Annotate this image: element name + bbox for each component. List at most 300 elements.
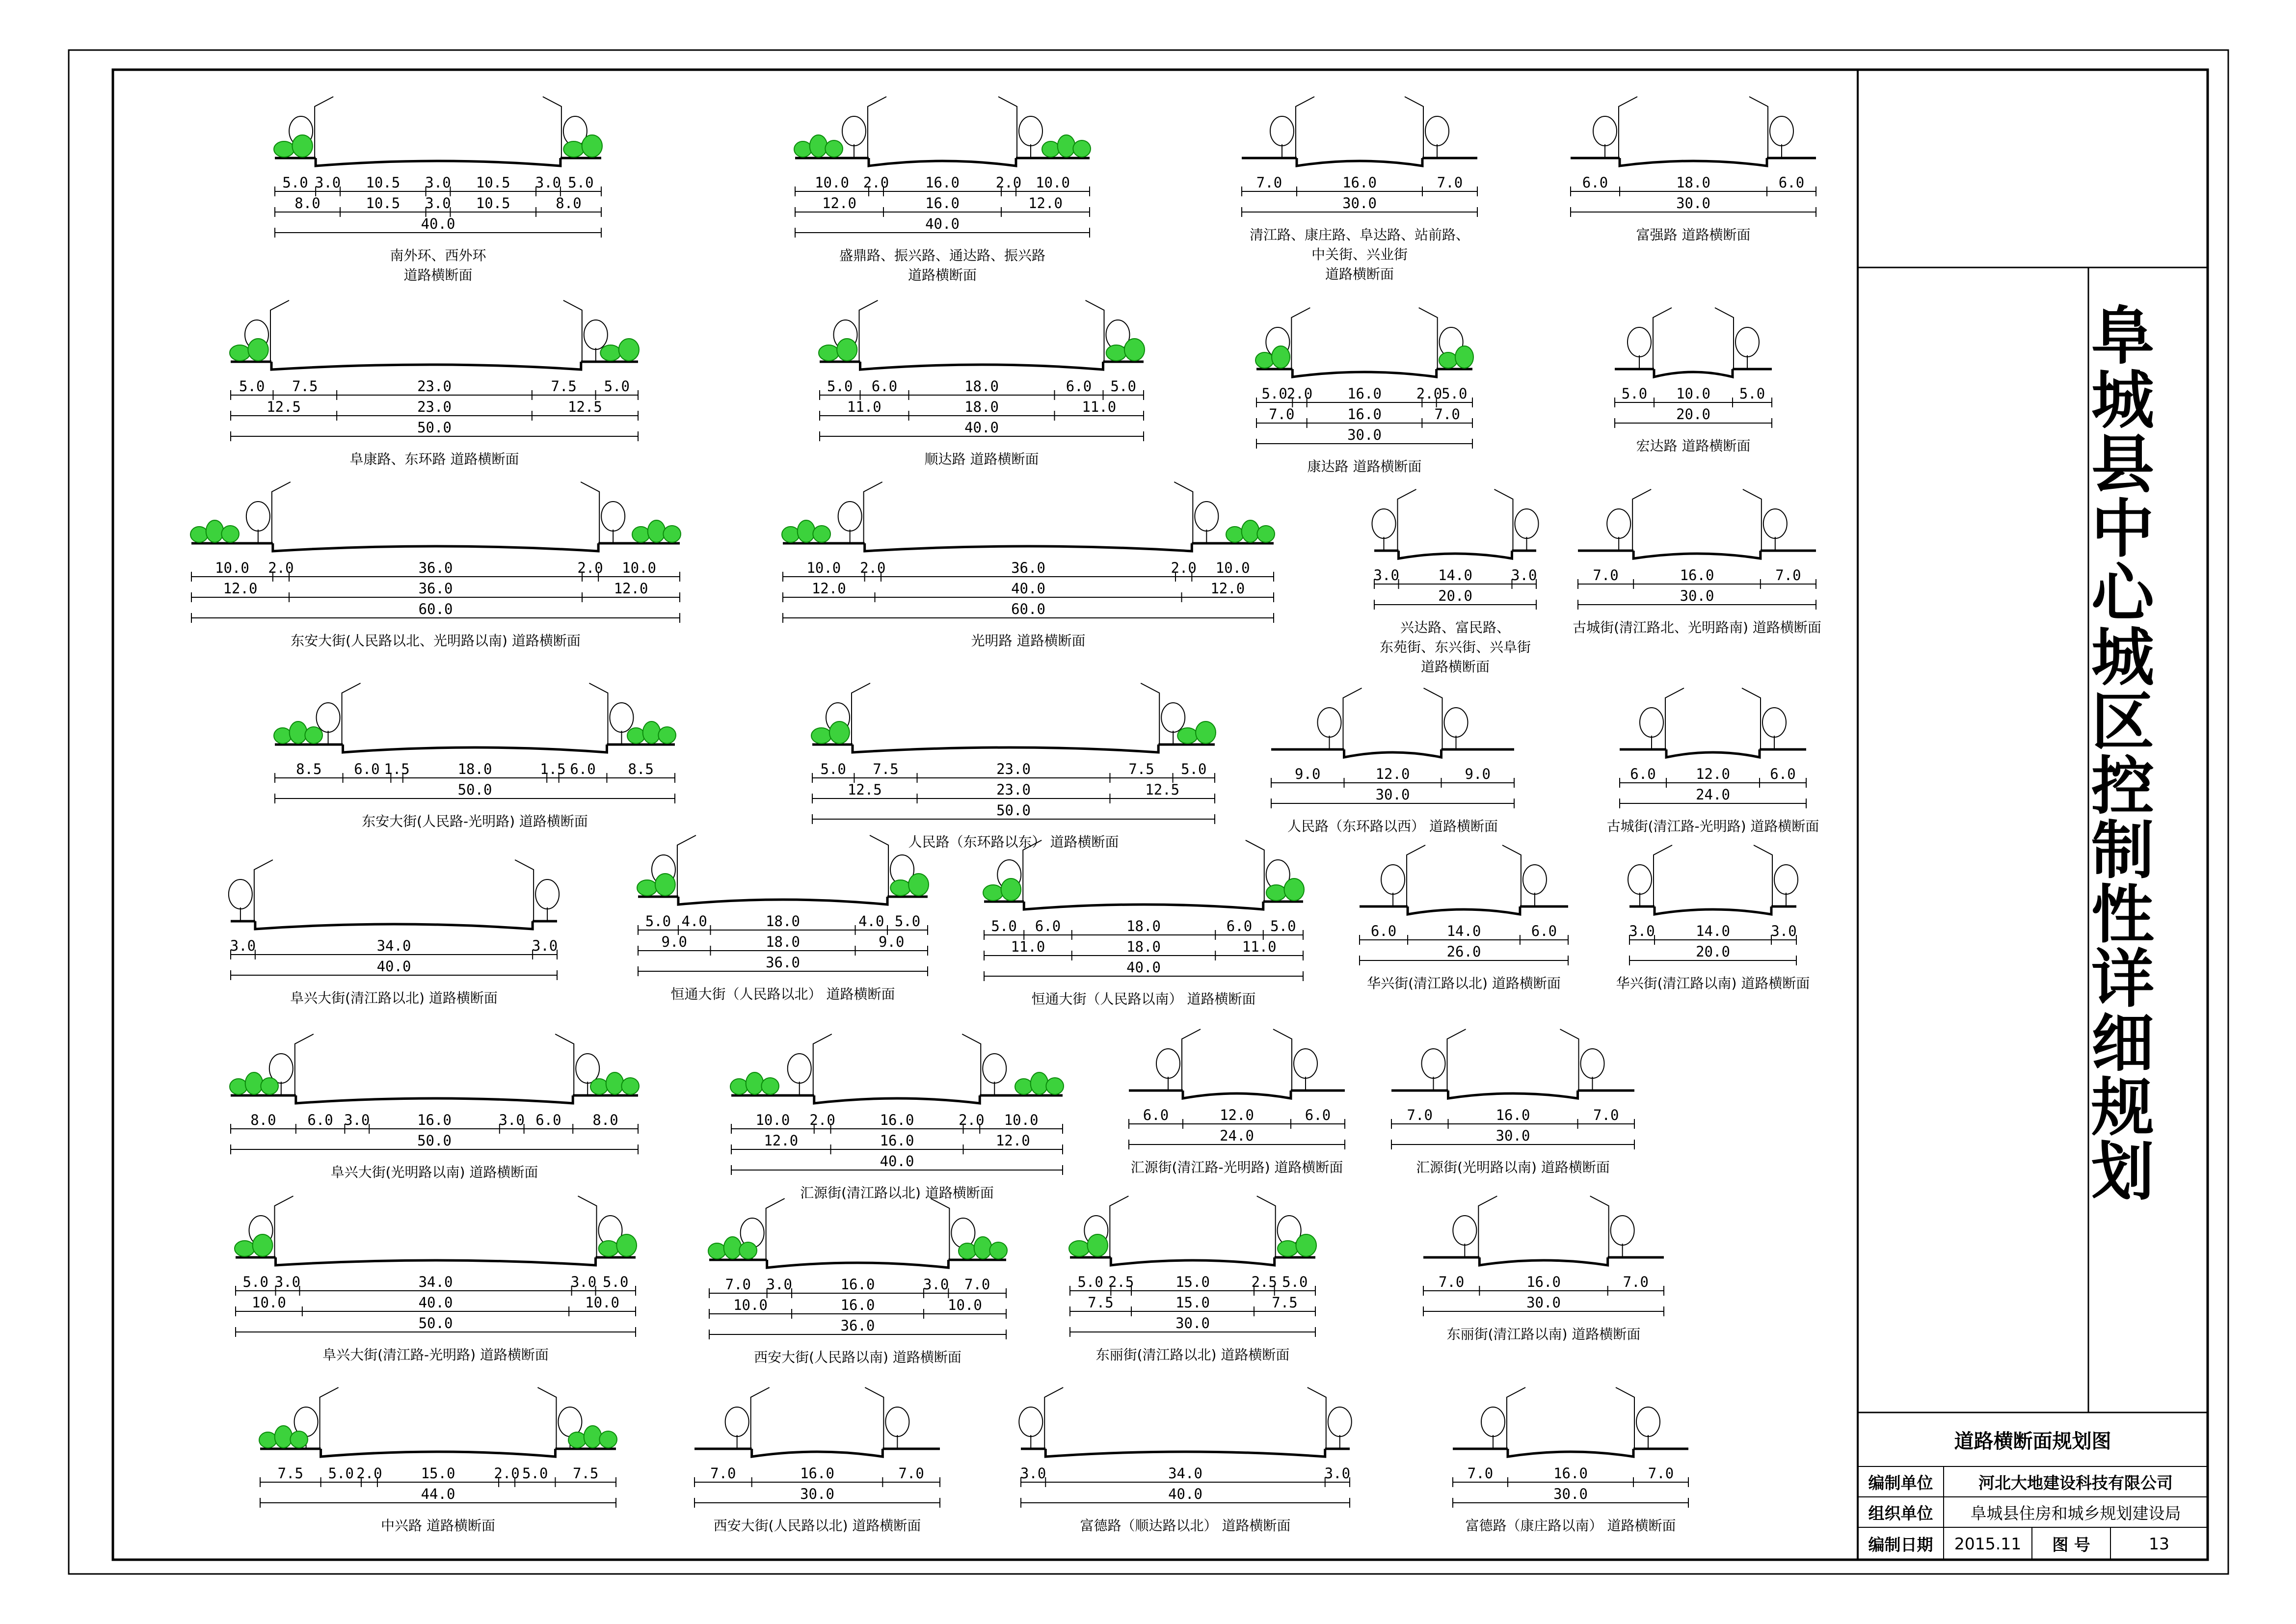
- dimension-label: 2.0: [863, 174, 889, 191]
- shrub-blob: [1015, 1079, 1033, 1094]
- dimension-label: 10.0: [251, 1294, 286, 1311]
- organizer-label: 组织单位: [1868, 1503, 1933, 1523]
- dimension-label: 12.0: [223, 580, 258, 597]
- lamp-pole: [320, 1387, 339, 1449]
- shrub-blob: [190, 527, 208, 542]
- carriageway: [1479, 1257, 1607, 1265]
- street-lamp-icon: [813, 1034, 832, 1095]
- dimension-label: 2.0: [268, 559, 294, 576]
- lamp-pole: [1086, 300, 1104, 362]
- dimension-label: 36.0: [418, 559, 453, 576]
- street-tree-icon: [1611, 1216, 1634, 1257]
- dimension-row: [1271, 766, 1514, 788]
- dimension-label: 3.0: [274, 1274, 301, 1290]
- dimension-label: 10.0: [1004, 1112, 1039, 1128]
- tree-crown: [1019, 1407, 1042, 1437]
- shrub-blob: [1257, 526, 1275, 542]
- green-shrub-icon: [568, 1426, 617, 1448]
- shrub-blob: [1226, 527, 1244, 542]
- lamp-pole: [1715, 308, 1734, 369]
- lamp-pole: [1405, 97, 1423, 158]
- dimension-label: 36.0: [840, 1317, 875, 1334]
- lamp-pole: [852, 683, 870, 745]
- dimension-label: 3.0: [1324, 1465, 1351, 1482]
- dimension-label: 10.0: [755, 1112, 790, 1128]
- cross-section-s32: [1019, 1387, 1352, 1534]
- dimension-label: 2.5: [1251, 1274, 1278, 1290]
- dimension-label: 3.0: [1629, 923, 1655, 939]
- tree-crown: [1607, 509, 1630, 538]
- lamp-pole: [1246, 840, 1264, 902]
- dimension-row: [984, 959, 1303, 981]
- dimension-label: 34.0: [418, 1274, 453, 1290]
- dimension-row: [820, 399, 1144, 421]
- dimension-label: 34.0: [376, 937, 411, 954]
- tree-crown: [1453, 1216, 1476, 1245]
- street-lamp-icon: [859, 300, 878, 362]
- street-tree-icon: [1593, 116, 1617, 158]
- lamp-pole: [1632, 489, 1651, 551]
- dimension-label: 40.0: [1011, 580, 1045, 597]
- tree-crown: [951, 1218, 975, 1248]
- street-lamp-icon: [1447, 1029, 1466, 1091]
- shrub-blob: [813, 526, 830, 542]
- street-tree-icon: [1294, 1049, 1317, 1091]
- lamp-pole: [1110, 1196, 1128, 1257]
- section-title: 富德路（顺达路以北） 道路横断面: [1080, 1518, 1291, 1534]
- dimension-label: 6.0: [354, 761, 380, 777]
- street-lamp-icon: [315, 97, 333, 158]
- shrub-blob: [1255, 352, 1274, 368]
- dimension-label: 3.0: [425, 174, 451, 191]
- lamp-pole: [1654, 845, 1672, 906]
- dimension-label: 40.0: [1168, 1486, 1202, 1502]
- dimension-label: 20.0: [1676, 406, 1710, 423]
- dimension-label: 12.0: [1028, 195, 1063, 212]
- street-tree-icon: [1762, 708, 1786, 749]
- dimension-label: 11.0: [1011, 938, 1045, 955]
- dimension-label: 12.0: [614, 580, 648, 597]
- dimension-label: 5.0: [820, 761, 846, 777]
- shrub-blob: [1046, 1078, 1064, 1094]
- dimension-row: [812, 781, 1215, 803]
- dimension-label: 2.0: [577, 559, 603, 576]
- section-title: 恒通大街（人民路以北） 道路横断面: [670, 986, 895, 1002]
- shrub-blob: [730, 1079, 748, 1094]
- shrub-blob: [648, 520, 666, 542]
- carriageway: [1024, 902, 1263, 909]
- cross-section-s17: [229, 860, 559, 1006]
- tree-crown: [1593, 116, 1617, 146]
- tree-crown: [885, 1407, 909, 1437]
- dimension-label: 11.0: [1082, 399, 1117, 415]
- tree-crown: [1019, 116, 1042, 146]
- tree-crown: [576, 1054, 599, 1083]
- green-shrub-icon: [627, 721, 676, 744]
- street-lamp-icon: [1291, 308, 1310, 369]
- shrub-blob: [663, 526, 681, 542]
- road-profile: [1021, 1449, 1350, 1457]
- dimension-label: 12.0: [995, 1132, 1030, 1149]
- road-profile: [231, 362, 638, 370]
- dimension-label: 10.0: [1676, 385, 1710, 402]
- green-shrub-icon: [599, 1234, 637, 1256]
- dimension-label: 3.0: [1511, 567, 1537, 584]
- road-profile: [694, 1449, 940, 1457]
- dimension-row: [1070, 1294, 1315, 1316]
- dimension-label: 5.0: [1621, 385, 1648, 402]
- section-title: 光明路 道路横断面: [971, 633, 1086, 649]
- dimension-label: 18.0: [457, 761, 492, 777]
- street-tree-icon: [1381, 865, 1405, 906]
- dimension-label: 40.0: [376, 958, 411, 975]
- dimension-label: 3.0: [570, 1274, 597, 1290]
- section-title: 清江路、康庄路、阜达路、站前路、: [1249, 227, 1470, 243]
- dimension-row: [1256, 406, 1472, 428]
- dimension-label: 2.0: [959, 1112, 985, 1128]
- lamp-pole: [537, 1387, 556, 1449]
- tree-crown: [317, 703, 340, 732]
- dimension-label: 5.0: [522, 1465, 548, 1482]
- street-tree-icon: [838, 502, 862, 543]
- carriageway: [1399, 551, 1512, 559]
- dimension-row: [820, 378, 1144, 400]
- road-profile: [1423, 1257, 1664, 1265]
- shrub-blob: [1455, 346, 1473, 368]
- dimension-label: 40.0: [925, 215, 960, 232]
- street-lamp-icon: [864, 482, 882, 543]
- green-shrub-icon: [819, 339, 857, 361]
- street-lamp-icon: [1743, 489, 1762, 551]
- dimension-label: 16.0: [1553, 1465, 1588, 1482]
- tree-crown: [1770, 116, 1793, 146]
- lamp-pole: [1502, 845, 1521, 906]
- dimension-label: 36.0: [418, 580, 453, 597]
- dimension-label: 7.0: [1648, 1465, 1674, 1482]
- street-lamp-icon: [1273, 1029, 1292, 1091]
- dimension-label: 60.0: [418, 601, 453, 617]
- dimension-label: 30.0: [1680, 587, 1714, 604]
- dimension-label: 36.0: [1011, 559, 1045, 576]
- shrub-blob: [616, 1234, 637, 1256]
- dimension-label: 5.0: [1270, 918, 1296, 934]
- dimension-label: 6.0: [1226, 918, 1253, 934]
- section-title: 西安大街(人民路以南) 道路横断面: [754, 1349, 961, 1365]
- tree-crown: [601, 502, 625, 531]
- dimension-label: 5.0: [1110, 378, 1136, 395]
- section-title: 盛鼎路、振兴路、通达路、振兴路: [839, 247, 1046, 264]
- green-shrub-icon: [563, 135, 602, 157]
- dimension-label: 6.0: [1531, 923, 1557, 939]
- dimension-label: 50.0: [417, 1132, 452, 1149]
- dimension-label: 34.0: [1168, 1465, 1202, 1482]
- tree-crown: [1422, 1049, 1445, 1078]
- drawing-name: 道路横断面规划图: [1954, 1430, 2111, 1453]
- dimension-label: 2.0: [1171, 559, 1197, 576]
- street-lamp-icon: [1398, 489, 1416, 551]
- dimension-label: 10.0: [1036, 174, 1070, 191]
- cross-section-s3: [1242, 97, 1477, 282]
- tree-crown: [246, 502, 270, 531]
- shrub-blob: [1272, 346, 1290, 368]
- shrub-blob: [989, 1242, 1007, 1259]
- carriageway: [1655, 906, 1771, 914]
- dimension-label: 23.0: [996, 781, 1031, 798]
- shrub-blob: [643, 721, 661, 744]
- lamp-pole: [275, 1196, 294, 1257]
- dimension-row: [638, 954, 928, 976]
- shrub-blob: [230, 1079, 247, 1094]
- dimension-row: [191, 580, 680, 602]
- dimension-label: 8.0: [294, 195, 320, 212]
- dimension-label: 10.0: [214, 559, 249, 576]
- cross-section-s27: [708, 1198, 1007, 1365]
- street-lamp-icon: [1619, 97, 1637, 158]
- road-profile: [1615, 369, 1772, 377]
- lamp-pole: [295, 1034, 314, 1095]
- dimension-row: [1256, 426, 1472, 449]
- street-tree-icon: [601, 502, 625, 543]
- tree-crown: [842, 116, 866, 146]
- dimension-label: 7.5: [1272, 1294, 1298, 1311]
- lamp-pole: [1619, 97, 1637, 158]
- dimension-row: [1453, 1465, 1688, 1487]
- cross-section-s8: [1615, 308, 1772, 454]
- shrub-blob: [619, 339, 639, 361]
- dimension-label: 16.0: [417, 1112, 452, 1128]
- dimension-row: [1423, 1274, 1664, 1296]
- dimension-label: 7.0: [1593, 567, 1619, 584]
- dimension-label: 5.0: [242, 1274, 268, 1290]
- cross-section-s33: [1453, 1387, 1688, 1534]
- lamp-pole: [578, 1196, 597, 1257]
- section-title: 西安大街(人民路以北) 道路横断面: [713, 1518, 921, 1534]
- dimension-label: 12.0: [811, 580, 846, 597]
- dimension-row: [731, 1112, 1063, 1134]
- cross-section-s24: [1129, 1029, 1345, 1175]
- shrub-blob: [837, 339, 857, 361]
- dimension-label: 7.0: [1407, 1107, 1433, 1123]
- carriageway: [865, 543, 1192, 551]
- dimension-label: 50.0: [418, 1315, 453, 1331]
- dimension-row: [694, 1486, 940, 1508]
- dimension-label: 4.0: [858, 913, 884, 930]
- road-profile: [1129, 1091, 1345, 1098]
- lamp-pole: [766, 1198, 785, 1260]
- author-value: 河北大地建设科技有限公司: [1978, 1473, 2173, 1492]
- dimension-row: [231, 958, 557, 980]
- street-lamp-icon: [295, 1034, 314, 1095]
- cross-section-s21: [1616, 845, 1810, 991]
- lamp-pole: [1141, 683, 1159, 745]
- dimension-label: 60.0: [1011, 601, 1045, 617]
- cross-section-s5: [230, 300, 639, 467]
- carriageway: [321, 1449, 556, 1457]
- dimension-label: 3.0: [499, 1112, 525, 1128]
- shrub-blob: [1088, 1234, 1108, 1256]
- dimension-row: [1129, 1127, 1345, 1149]
- dimension-label: 3.0: [766, 1276, 793, 1293]
- tree-crown: [1774, 865, 1798, 894]
- dimension-row: [1070, 1274, 1315, 1296]
- street-lamp-icon: [852, 683, 870, 745]
- shrub-blob: [794, 141, 812, 157]
- lamp-pole: [1343, 688, 1362, 749]
- shrub-blob: [248, 339, 268, 361]
- section-title: 道路横断面: [1325, 266, 1394, 282]
- shrub-blob: [810, 135, 828, 157]
- road-profile: [1571, 158, 1816, 166]
- lamp-pole: [1743, 489, 1762, 551]
- dimension-label: 2.0: [356, 1465, 382, 1482]
- green-shrub-icon: [983, 879, 1021, 901]
- tree-crown: [1735, 327, 1759, 357]
- lamp-pole: [1257, 1196, 1276, 1257]
- carriageway: [1344, 749, 1442, 757]
- street-lamp-icon: [537, 1387, 556, 1449]
- dimension-row: [812, 761, 1215, 783]
- dimension-label: 20.0: [1438, 587, 1472, 604]
- lamp-pole: [865, 1387, 883, 1449]
- section-title: 道路横断面: [908, 267, 977, 283]
- street-tree-icon: [1372, 509, 1396, 551]
- dimension-label: 30.0: [1676, 195, 1710, 212]
- dimension-row: [638, 913, 928, 935]
- tree-crown: [1481, 1407, 1505, 1437]
- tree-crown: [1762, 708, 1786, 737]
- dimension-label: 30.0: [1347, 426, 1382, 443]
- carriageway: [1297, 158, 1422, 166]
- date-value: 2015.11: [1954, 1534, 2022, 1553]
- street-lamp-icon: [589, 683, 608, 745]
- section-title: 道路横断面: [1420, 659, 1490, 675]
- shrub-blob: [1073, 140, 1091, 157]
- section-title: 东安大街(人民路以北、光明路以南) 道路横断面: [291, 633, 581, 649]
- dimension-label: 10.5: [476, 174, 510, 191]
- shrub-blob: [606, 1072, 624, 1094]
- street-lamp-icon: [515, 860, 534, 921]
- green-shrub-icon: [1106, 339, 1145, 361]
- shrub-blob: [275, 1426, 293, 1448]
- dimension-label: 8.0: [592, 1112, 618, 1128]
- street-lamp-icon: [1754, 845, 1772, 906]
- road-profile: [275, 745, 675, 752]
- street-tree-icon: [1019, 116, 1042, 158]
- cross-section-s25: [1391, 1029, 1634, 1175]
- dimension-label: 14.0: [1696, 923, 1730, 939]
- author-label: 编制单位: [1868, 1473, 1933, 1492]
- cross-section-s16: [1607, 688, 1819, 834]
- dimension-label: 5.0: [239, 378, 265, 395]
- cross-section-s20: [1360, 845, 1568, 991]
- dimension-label: 18.0: [766, 933, 800, 950]
- dimension-label: 4.0: [681, 913, 707, 930]
- street-lamp-icon: [1495, 489, 1513, 551]
- dimension-label: 7.0: [1593, 1107, 1619, 1123]
- dimension-row: [1374, 587, 1536, 610]
- street-tree-icon: [1318, 708, 1341, 749]
- road-profile: [1360, 906, 1568, 914]
- section-title: 道路横断面: [403, 267, 473, 283]
- lamp-pole: [1507, 1387, 1525, 1449]
- shrub-blob: [1284, 879, 1304, 901]
- road-profile: [1391, 1091, 1634, 1098]
- dimension-label: 9.0: [1465, 766, 1491, 782]
- road-profile: [709, 1260, 1006, 1268]
- section-title: 顺达路 道路横断面: [924, 451, 1039, 467]
- lamp-pole: [1182, 1029, 1201, 1091]
- dimension-row: [1020, 1465, 1350, 1487]
- road-profile: [231, 1095, 638, 1103]
- dimension-label: 50.0: [457, 781, 492, 798]
- dimension-label: 16.0: [800, 1465, 834, 1482]
- lamp-pole: [1742, 688, 1761, 749]
- section-title: 宏达路 道路横断面: [1636, 438, 1751, 454]
- street-tree-icon: [1270, 116, 1294, 158]
- street-lamp-icon: [555, 1034, 574, 1095]
- tree-crown: [1515, 509, 1539, 538]
- dimension-label: 10.5: [366, 174, 400, 191]
- cross-section-s26: [235, 1196, 637, 1363]
- cross-section-s13: [274, 683, 676, 829]
- street-lamp-icon: [1110, 1196, 1128, 1257]
- green-shrub-icon: [259, 1426, 308, 1448]
- dimension-label: 12.0: [1220, 1107, 1254, 1123]
- street-lamp-icon: [1749, 97, 1768, 158]
- dimension-row: [191, 559, 680, 582]
- carriageway: [276, 1257, 596, 1265]
- dimension-label: 16.0: [880, 1132, 914, 1149]
- dimension-row: [1242, 195, 1477, 217]
- shrub-blob: [1278, 1241, 1298, 1256]
- dimension-row: [731, 1153, 1063, 1175]
- dimension-row: [260, 1486, 616, 1508]
- street-tree-icon: [1640, 708, 1663, 749]
- dimension-label: 12.5: [1145, 781, 1180, 798]
- street-lamp-icon: [1654, 845, 1672, 906]
- green-shrub-icon: [1255, 346, 1290, 368]
- dimension-row: [236, 1315, 636, 1337]
- street-tree-icon: [1422, 1049, 1445, 1091]
- street-lamp-icon: [272, 482, 291, 543]
- cross-section-s31: [694, 1387, 940, 1534]
- dimension-label: 5.0: [604, 378, 630, 395]
- dimension-label: 10.5: [366, 195, 400, 212]
- dimension-label: 6.0: [570, 761, 596, 777]
- dimension-row: [783, 601, 1274, 623]
- shrub-blob: [221, 526, 239, 542]
- lamp-pole: [315, 97, 333, 158]
- carriageway: [814, 1095, 980, 1103]
- dimension-row: [1629, 943, 1796, 965]
- dimension-row: [1021, 1486, 1350, 1508]
- dimension-row: [783, 559, 1274, 582]
- cross-section-s22: [230, 1034, 639, 1180]
- dimension-label: 8.5: [628, 761, 654, 777]
- dimension-label: 16.0: [1347, 385, 1382, 402]
- shrub-blob: [1001, 879, 1021, 901]
- dimension-row: [984, 938, 1303, 960]
- dimension-row: [1391, 1107, 1634, 1129]
- street-tree-icon: [229, 879, 252, 921]
- road-profile: [231, 921, 557, 929]
- street-lamp-icon: [270, 300, 289, 362]
- dimension-label: 12.5: [847, 781, 882, 798]
- street-tree-icon: [1425, 116, 1449, 158]
- shrub-blob: [1266, 885, 1286, 901]
- lamp-pole: [581, 482, 599, 543]
- cross-section-s14: [811, 683, 1216, 850]
